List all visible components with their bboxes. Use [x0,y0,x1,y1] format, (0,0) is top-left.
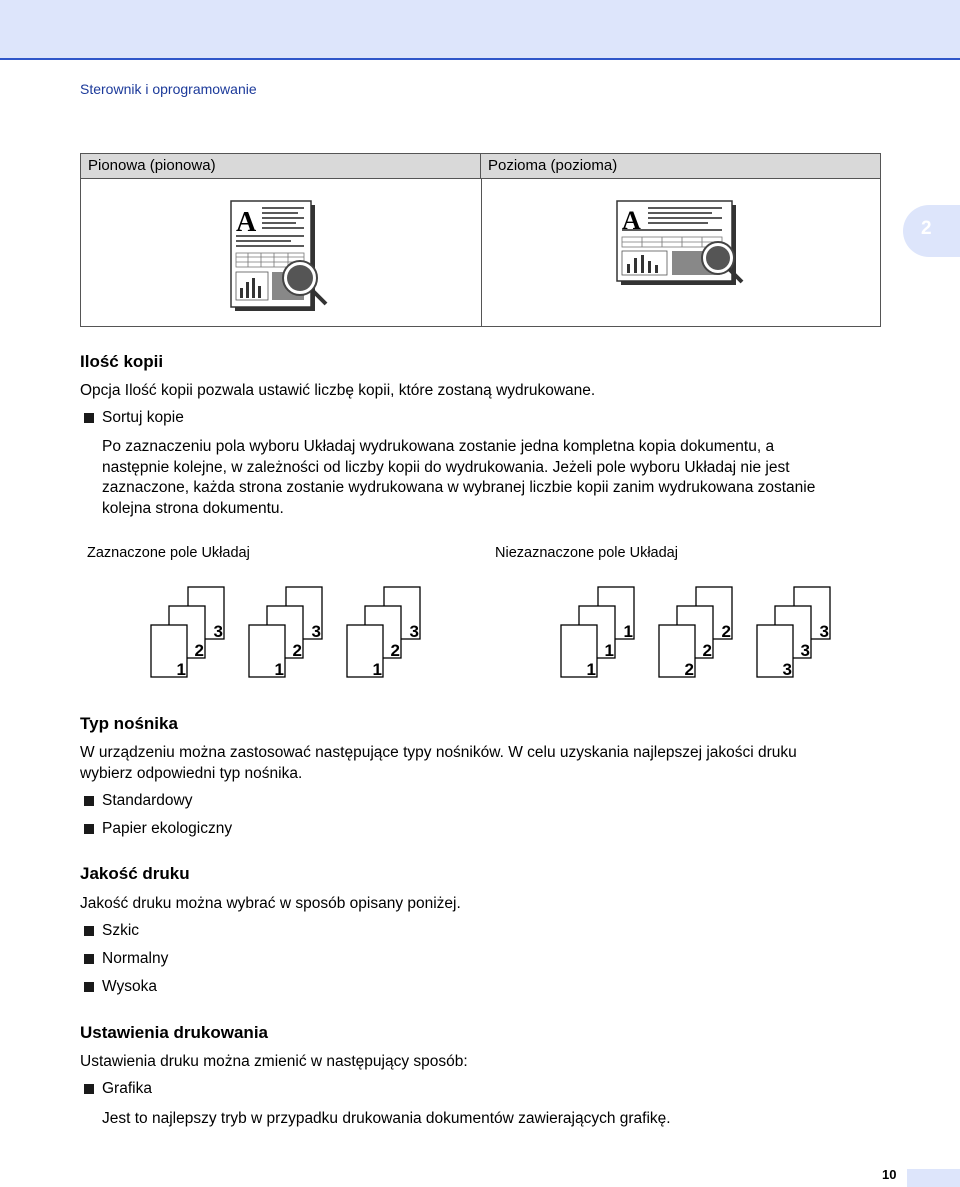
page-number-label: 2 [702,641,712,660]
collate-desc-line: zaznaczone, każda strona zostanie wydrukowana w wybranej liczbie kopii zanim wydrukowana zostanie [102,479,816,496]
page-number-label: 1 [623,622,633,641]
svg-text:A: A [236,207,257,238]
page-number-label: 2 [390,641,400,660]
collate-desc-line: następnie kolejne, w zależności od liczby kopii do wydrukowania. Jeżeli pole wyboru Układaj nie jest [102,458,790,476]
page-number-label: 2 [194,641,204,660]
collate-desc-line: Po zaznaczeniu pola wyboru Układaj wydrukowana zostanie jedna kompletna kopia dokumentu, a [102,438,775,455]
portrait-page-illustration [226,198,341,313]
graphics-description: Jest to najlepszy tryb w przypadku drukowania dokumentów zawierających grafikę. [102,1110,671,1127]
uncollated-stack [756,585,838,680]
checked-collate-label: Zaznaczone pole Układaj [87,545,250,561]
chapter-number: 2 [921,218,932,239]
header-rule [0,58,960,60]
print-settings-intro: Ustawienia druku można zmienić w następujący sposób: [80,1053,468,1070]
media-option-label: Standardowy [102,792,193,809]
media-option-standard [84,792,192,810]
media-option-recycled [84,820,232,838]
collate-bullet [84,409,184,427]
graphics-bullet [84,1080,152,1098]
page-number-label: 3 [819,622,829,641]
orientation-table [80,153,881,327]
media-intro [80,743,900,784]
unchecked-collate-label: Niezaznaczone pole Układaj [495,545,678,561]
footer-band [907,1169,960,1187]
page-number-label: 1 [274,660,284,679]
page-number-label: 1 [586,660,596,679]
chapter-tab [903,205,960,257]
top-header-band [0,0,960,58]
portrait-header: Pionowa (pionowa) [81,154,481,179]
media-intro-line: wybierz odpowiedni typ nośnika. [80,764,303,782]
collate-description [102,437,902,519]
collated-stack [150,585,232,680]
page-number-label: 3 [409,622,419,641]
media-option-label: Papier ekologiczny [102,820,233,837]
page-number: 10 [882,1167,897,1182]
uncollated-stack [658,585,740,680]
media-intro-line: W urządzeniu można zastosować następujące typy nośników. W celu uzyskania najlepszej jakości druku [80,744,797,761]
collate-desc-line: kolejna strona dokumentu. [102,499,284,517]
media-heading: Typ nośnika [80,714,178,733]
page-number-label: 1 [372,660,382,679]
quality-option-draft [84,922,139,940]
copies-intro: Opcja Ilość kopii pozwala ustawić liczbę kopii, które zostaną wydrukowane. [80,382,596,399]
copies-heading: Ilość kopii [80,352,164,371]
collated-stack [248,585,330,680]
page-number-label: 1 [604,641,614,660]
quality-intro: Jakość druku można wybrać w sposób opisany poniżej. [80,895,461,912]
quality-heading: Jakość druku [80,864,190,883]
page-number-label: 3 [213,622,223,641]
graphics-bullet-label: Grafika [102,1080,152,1097]
page-number-label: 2 [721,622,731,641]
quality-option-label: Szkic [102,922,140,939]
page-number-label: 2 [684,660,694,679]
page-number-label: 3 [311,622,321,641]
svg-text:A: A [622,206,641,235]
table-divider [481,179,482,327]
quality-option-normal [84,950,168,968]
collated-stack [346,585,428,680]
page-number-label: 3 [800,641,810,660]
quality-option-high [84,978,157,996]
section-title: Sterownik i oprogramowanie [80,81,257,97]
landscape-page-illustration [612,198,752,288]
quality-option-label: Normalny [102,950,169,967]
print-settings-heading: Ustawienia drukowania [80,1023,268,1042]
page-number-label: 2 [292,641,302,660]
collate-bullet-label: Sortuj kopie [102,409,184,426]
page-number-label: 1 [176,660,186,679]
page-number-label: 3 [782,660,792,679]
landscape-header: Pozioma (pozioma) [481,154,880,179]
quality-option-label: Wysoka [102,978,157,995]
uncollated-stack [560,585,642,680]
